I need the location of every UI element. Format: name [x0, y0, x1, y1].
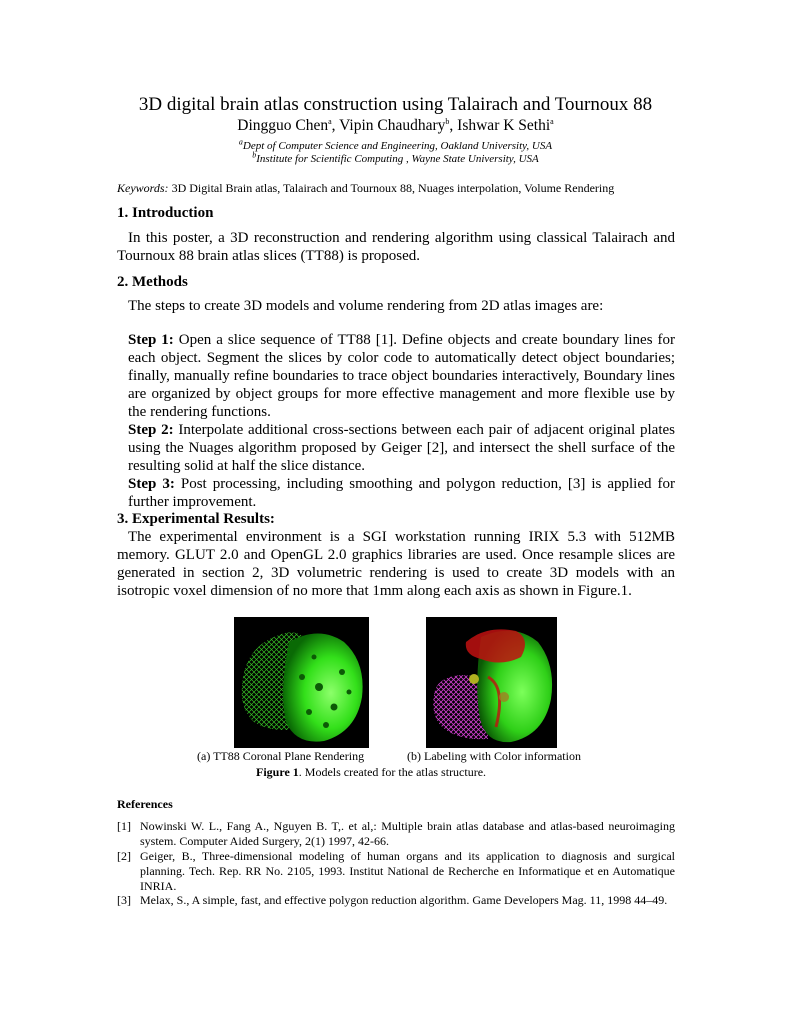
reference-number: [3] [117, 893, 131, 907]
author-affil-mark: b [445, 116, 450, 126]
step-2 [128, 421, 675, 475]
reference-text: Geiger, B., Three-dimensional modeling of human organs and its application to diagnosis and surgical planning. Tech. Rep. RR No. 2105, 1993. Institut National de Recherche en Informatique et en Automatique INRIA. [140, 849, 675, 893]
figure-image-color-labeling [426, 617, 557, 748]
author-name: Ishwar K Sethi [457, 117, 551, 134]
intro-paragraph: In this poster, a 3D reconstruction and rendering algorithm using classical Talairach and Tournoux 88 brain atlas slices (TT88) is proposed. [117, 230, 675, 264]
author-list: Dingguo Chen$^a$, Vipin Chaudhary$^b$, Ishwar K Sethi$^a$ [237, 116, 554, 134]
brain-render-labeled [426, 617, 557, 748]
affiliation-text: Institute for Scientific Computing , Wayne State University, USA [256, 153, 539, 165]
brain-render-green [234, 617, 369, 748]
results-paragraph: The experimental environment is a SGI workstation running IRIX 5.3 with 512MB memory. GLUT 2.0 and OpenGL 2.0 graphics libraries are used. Once resample slices are generated in section 2, 3D volumetric rendering is used to create 3D models with an isotropic voxel dimension of no more that 1mm along each axis as shown in Figure.1. [117, 529, 675, 599]
author-name: Vipin Chaudhary [339, 117, 446, 134]
reference-item [117, 849, 675, 894]
affiliation [0, 150, 791, 166]
author-affil-mark: a [328, 116, 332, 126]
section-heading-introduction: 1. Introduction [117, 205, 214, 221]
reference-text: Melax, S., A simple, fast, and effective polygon reduction algorithm. Game Developers Mag. 11, 1998 44–49. [140, 893, 668, 907]
keywords-line [117, 181, 614, 195]
figure-caption-text: . Models created for the atlas structure. [298, 765, 487, 779]
figure-caption-b: (b) Labeling with Color information [407, 749, 581, 763]
step-label: Step 2: [128, 422, 174, 438]
reference-number: [2] [117, 849, 131, 863]
step-label: Step 3: [128, 476, 175, 492]
step-text: Post processing, including smoothing and polygon reduction, [3] is applied for further improvement. [128, 476, 676, 510]
references-heading: References [117, 797, 173, 811]
section-heading-methods: 2. Methods [117, 274, 188, 290]
step-1 [128, 331, 675, 421]
reference-number: [1] [117, 819, 131, 833]
step-3 [128, 475, 675, 511]
reference-text: Nowinski W. L., Fang A., Nguyen B. T,. et al,: Multiple brain atlas database and atlas-based neuroimaging system. Computer Aided Surgery, 2(1) 1997, 42-66. [140, 819, 675, 848]
figure-image-coronal-rendering [234, 617, 369, 748]
affiliation [0, 137, 791, 153]
author-affil-mark: a [550, 116, 554, 126]
paper-title: 3D digital brain atlas construction using Talairach and Tournoux 88 [138, 94, 653, 115]
section-heading-results: 3. Experimental Results: [117, 511, 275, 527]
step-text: Open a slice sequence of TT88 [1]. Define objects and create boundary lines for each object. Segment the slices by color code to automatically detect object boundaries; finally, manually refine boundaries to trace object boundaries interactively, Boundary lines are organized by object groups for more effective management and more flexible use by the rendering functions. [128, 332, 675, 420]
affiliation-text: Dept of Computer Science and Engineering, Oakland University, USA [242, 140, 553, 152]
figure-caption [256, 765, 486, 779]
step-text: Interpolate additional cross-sections between each pair of adjacent original plates using the Nuages algorithm proposed by Geiger [2], and intersect the shell surface of the resulting solid at half the slice distance. [128, 422, 675, 474]
figure-label: Figure 1 [256, 765, 299, 779]
step-label: Step 1: [128, 332, 174, 348]
keywords-text: 3D Digital Brain atlas, Talairach and Tournoux 88, Nuages interpolation, Volume Rendering [171, 181, 615, 195]
keywords-label: Keywords: [117, 181, 169, 195]
author-name: Dingguo Chen [237, 117, 329, 134]
methods-paragraph: The steps to create 3D models and volume rendering from 2D atlas images are: [128, 298, 604, 314]
figure-caption-a: (a) TT88 Coronal Plane Rendering [197, 749, 365, 763]
affiliation-mark: b [252, 150, 257, 160]
affiliation-mark: a [238, 137, 243, 147]
reference-item [117, 819, 675, 849]
reference-item [117, 893, 675, 908]
